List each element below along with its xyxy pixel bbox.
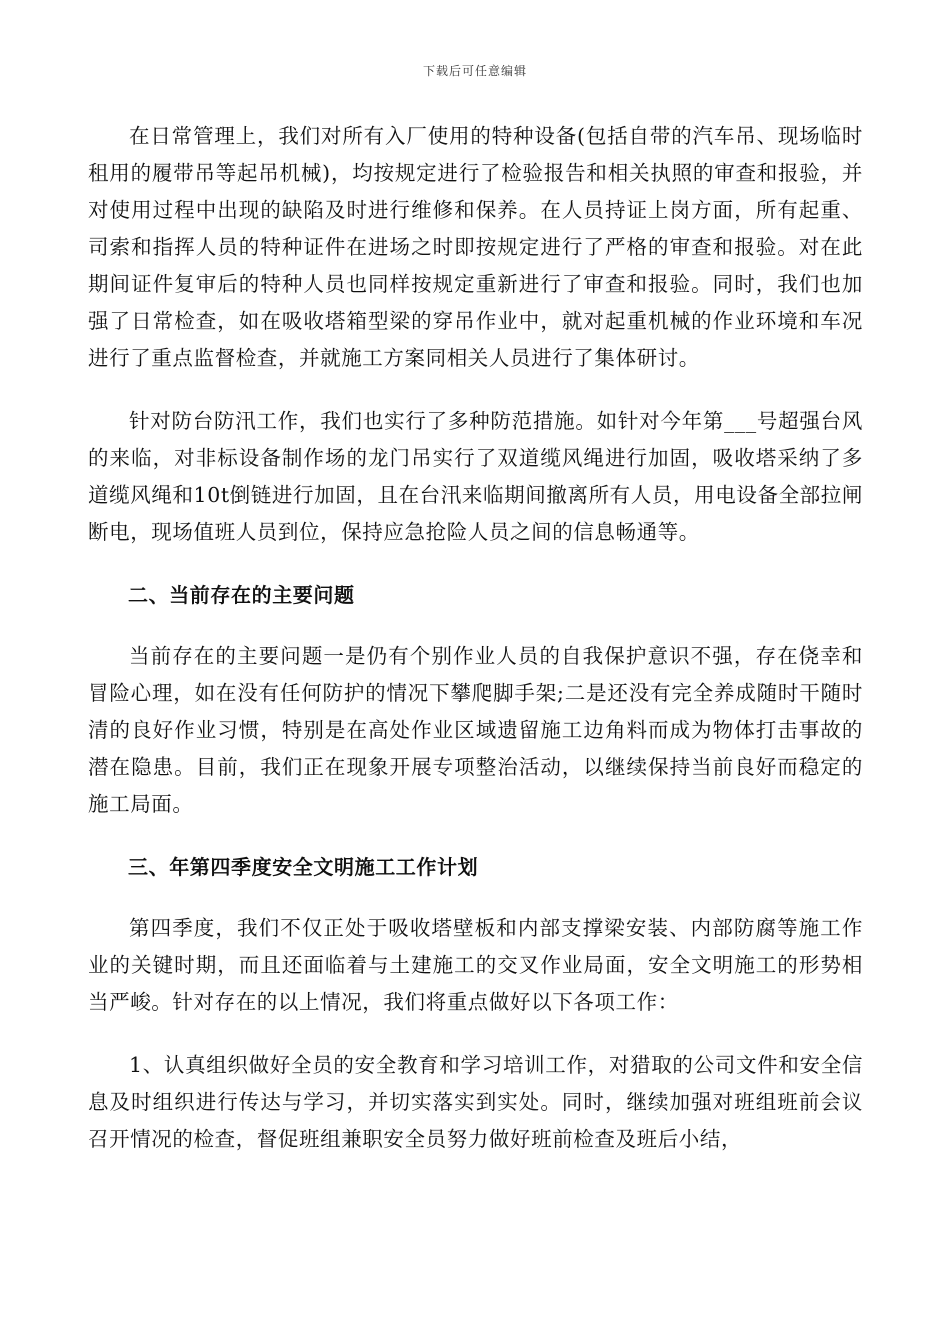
paragraph-daily-management: 在日常管理上，我们对所有入厂使用的特种设备(包括自带的汽车吊、现场临时租用的履带吊等起吊机械)，均按规定进行了检验报告和相关执照的审查和报验，并对使用过程中出现的缺陷及时进行维修和保养。在人员持证上岗方面，所有起重、司索和指挥人员的特种证件在进场之时即按规定进行了严格的审查和报验。对在此期间证件复审后的特种人员也同样按规定重新进行了审查和报验。同时，我们也加强了日常检查，如在吸收塔箱型梁的穿吊作业中，就对起重机械的作业环境和车况进行了重点监督检查，并就施工方案同相关人员进行了集体研讨。 bbox=[88, 124, 863, 370]
section-heading-plan: 三、年第四季度安全文明施工工作计划 bbox=[128, 855, 479, 879]
paragraph-main-problems: 当前存在的主要问题一是仍有个别作业人员的自我保护意识不强，存在侥幸和冒险心理，如在没有任何防护的情况下攀爬脚手架;二是还没有完全养成随时干随时清的良好作业习惯，特别是在高处作业区域遗留施工边角料而成为物体打击事故的潜在隐患。目前，我们正在现象开展专项整治活动，以继续保持当前良好而稳定的施工局面。 bbox=[88, 644, 863, 816]
header-note: 下载后可任意编辑 bbox=[422, 64, 527, 78]
paragraph-fourth-quarter: 第四季度，我们不仅正处于吸收塔壁板和内部支撑梁安装、内部防腐等施工作业的关键时期，而且还面临着与土建施工的交叉作业局面，安全文明施工的形势相当严峻。针对存在的以上情况，我们将重点做好以下各项工作： bbox=[88, 916, 863, 1014]
document-body bbox=[88, 118, 863, 1158]
paragraph-typhoon-prevention: 针对防台防汛工作，我们也实行了多种防范措施。如针对今年第___号超强台风的来临，对非标设备制作场的龙门吊实行了双道缆风绳进行加固，吸收塔采纳了多道缆风绳和10t倒链进行加固，且在台汛来临期间撤离所有人员，用电设备全部拉闸断电，现场值班人员到位，保持应急抢险人员之间的信息畅通等。 bbox=[88, 409, 863, 544]
section-heading-problems: 二、当前存在的主要问题 bbox=[128, 583, 355, 607]
paragraph-plan-item-1: 1、认真组织做好全员的安全教育和学习培训工作，对猎取的公司文件和安全信息及时组织进行传达与学习，并切实落实到实处。同时，继续加强对班组班前会议召开情况的检查，督促班组兼职安全员努力做好班前检查及班后小结， bbox=[88, 1053, 863, 1151]
